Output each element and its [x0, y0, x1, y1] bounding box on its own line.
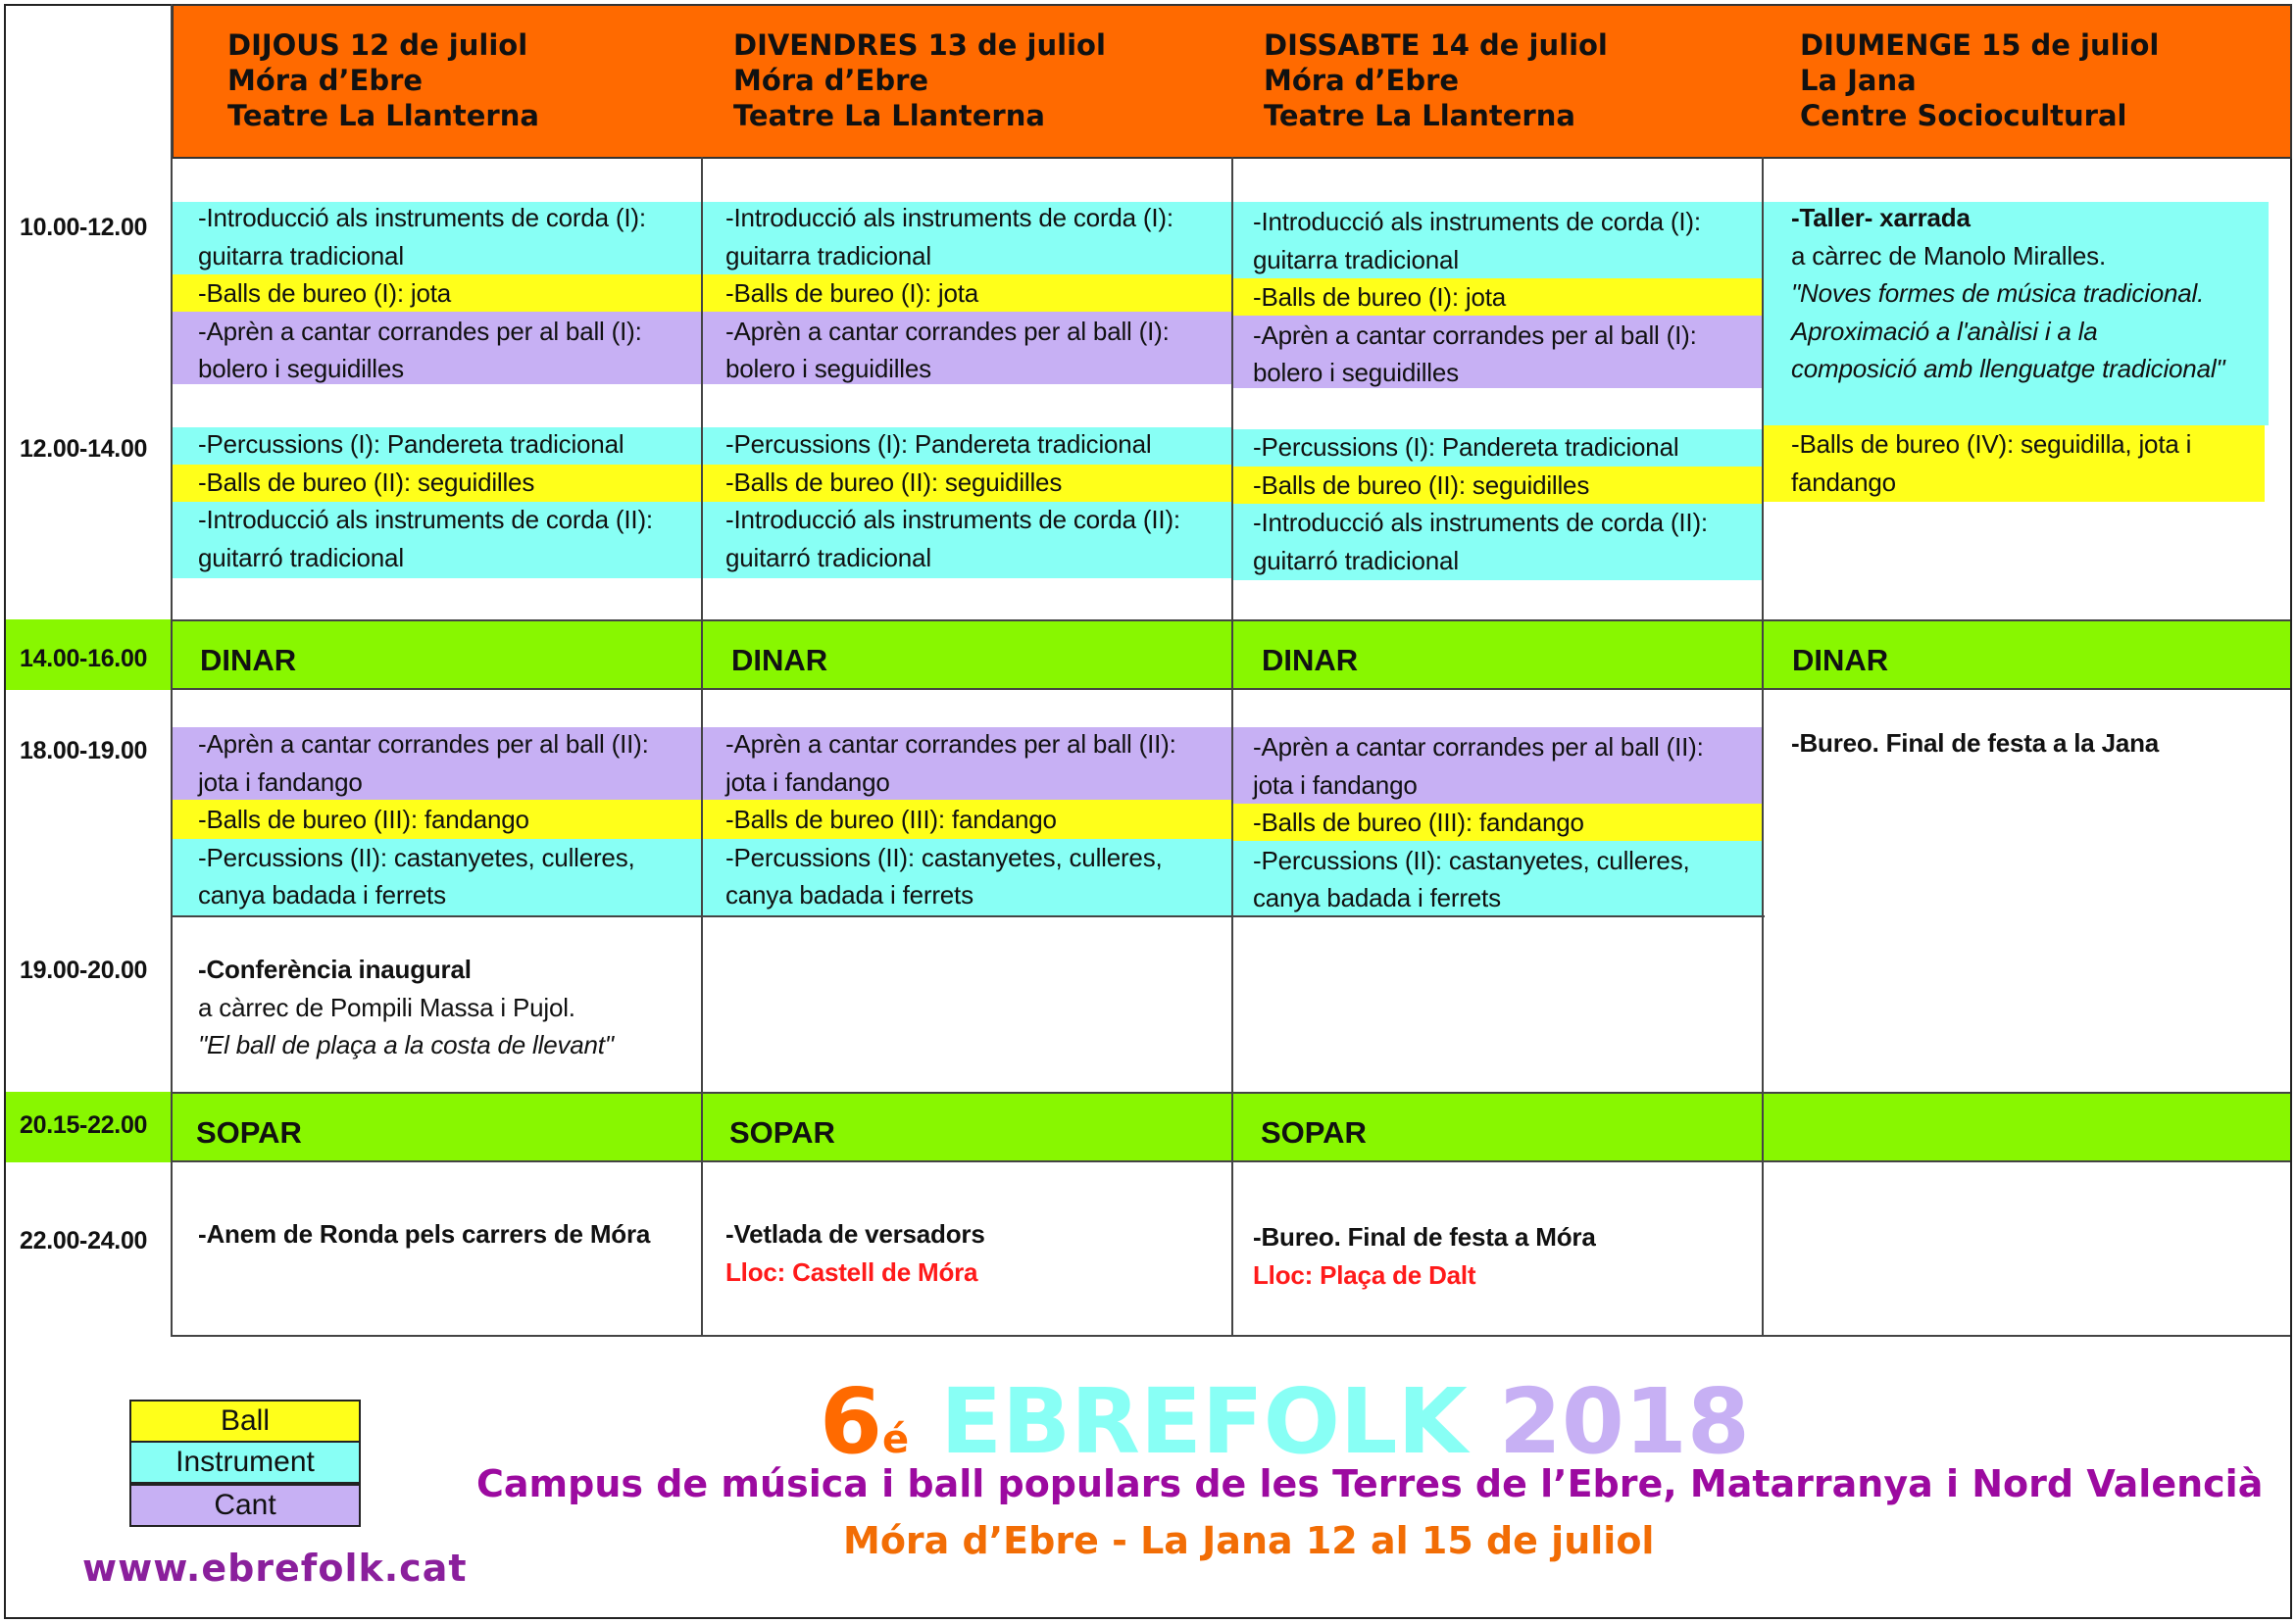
activity-ronda: -Anem de Ronda pels carrers de Móra	[198, 1219, 651, 1249]
activity-afternoon-thursday: -Aprèn a cantar corrandes per al ball (II): jota i fandango -Balls de bureo (III): fandango -Percussions (II): castanyetes, culleres, canya badada i ferrets	[198, 729, 649, 910]
lunch-row	[6, 619, 2290, 690]
lunch-label: DINAR	[1792, 643, 1889, 677]
header-day-saturday: DISSABTE 14 de juliol Móra d’Ebre Teatre La Llanterna	[1264, 28, 1608, 132]
legend-ball: Ball	[129, 1400, 361, 1443]
event-dates: Móra d’Ebre - La Jana 12 al 15 de juliol	[843, 1519, 1655, 1562]
time-label: 12.00-14.00	[20, 435, 148, 463]
activity-afternoon-saturday: -Aprèn a cantar corrandes per al ball (II): jota i fandango -Balls de bureo (III): fandango -Percussions (II): castanyetes, culleres, canya badada i ferrets	[1253, 732, 1704, 912]
time-label: 14.00-16.00	[20, 645, 148, 672]
event-subtitle: Campus de música i ball populars de les Terres de l’Ebre, Matarranya i Nord Valencià	[476, 1462, 2264, 1505]
time-label: 22.00-24.00	[20, 1227, 148, 1254]
lunch-label: DINAR	[200, 643, 297, 677]
legend-instrument: Instrument	[129, 1441, 361, 1484]
grid-line	[171, 1160, 2290, 1162]
time-label: 19.00-20.00	[20, 957, 148, 984]
dinner-label: SOPAR	[196, 1115, 302, 1150]
header-day-sunday: DIUMENGE 15 de juliol La Jana Centre Sociocultural	[1800, 28, 2160, 132]
website-link[interactable]: www.ebrefolk.cat	[82, 1547, 468, 1590]
dinner-row	[6, 1092, 2290, 1162]
activity-vetlada: -Vetlada de versadors Lloc: Castell de Móra	[725, 1219, 985, 1287]
lunch-label: DINAR	[731, 643, 828, 677]
event-title: 6é EBREFOLK 2018	[820, 1369, 1750, 1474]
header-day-friday: DIVENDRES 13 de juliol Móra d’Ebre Teatre La Llanterna	[733, 28, 1106, 132]
time-label: 18.00-19.00	[20, 737, 148, 764]
legend-cant: Cant	[129, 1484, 361, 1527]
activity-midday-friday: -Percussions (I): Pandereta tradicional -Balls de bureo (II): seguidilles -Introducció als instruments de corda (II): guitarró tradicional	[725, 429, 1180, 572]
activity-afternoon-friday: -Aprèn a cantar corrandes per al ball (II): jota i fandango -Balls de bureo (III): fandango -Percussions (II): castanyetes, culleres, canya badada i ferrets	[725, 729, 1176, 910]
activity-morning-saturday: -Introducció als instruments de corda (I): guitarra tradicional -Balls de bureo (I): jota -Aprèn a cantar corrandes per al ball (I): bolero i seguidilles	[1253, 207, 1701, 387]
grid-line	[171, 619, 2290, 621]
time-label: 20.15-22.00	[20, 1111, 148, 1139]
header-day-thursday: DIJOUS 12 de juliol Móra d’Ebre Teatre La Llanterna	[227, 28, 539, 132]
activity-midday-thursday: -Percussions (I): Pandereta tradicional -Balls de bureo (II): seguidilles -Introducció als instruments de corda (II): guitarró tradicional	[198, 429, 653, 572]
dinner-label: SOPAR	[729, 1115, 835, 1150]
grid-line	[171, 4, 173, 1337]
activity-morning-thursday: -Introducció als instruments de corda (I): guitarra tradicional -Balls de bureo (I): jota -Aprèn a cantar corrandes per al ball (I): bolero i seguidilles	[198, 203, 646, 383]
activity-midday-saturday: -Percussions (I): Pandereta tradicional -Balls de bureo (II): seguidilles -Introducció als instruments de corda (II): guitarró tradicional	[1253, 432, 1708, 575]
time-label: 10.00-12.00	[20, 214, 148, 241]
dinner-label: SOPAR	[1261, 1115, 1367, 1150]
inaugural-conference: -Conferència inaugural a càrrec de Pompili Massa i Pujol. "El ball de plaça a la costa de llevant"	[198, 955, 614, 1059]
activity-morning-friday: -Introducció als instruments de corda (I): guitarra tradicional -Balls de bureo (I): jota -Aprèn a cantar corrandes per al ball (I): bolero i seguidilles	[725, 203, 1173, 383]
grid-line	[171, 1092, 2290, 1094]
activity-workshop-sunday: -Taller- xarrada a càrrec de Manolo Miralles. "Noves formes de música tradicional. Aproximació a l'anàlisi i a la composició amb llenguatge tradicional"	[1791, 203, 2225, 383]
grid-line	[171, 1335, 2290, 1337]
grid-line	[171, 688, 2290, 690]
activity-bureo-sunday: -Bureo. Final de festa a la Jana	[1791, 728, 2160, 758]
activity-midday-sunday: -Balls de bureo (IV): seguidilla, jota i fandango	[1791, 429, 2192, 497]
activity-bureo-mora: -Bureo. Final de festa a Móra Lloc: Plaça de Dalt	[1253, 1222, 1596, 1290]
lunch-label: DINAR	[1262, 643, 1359, 677]
